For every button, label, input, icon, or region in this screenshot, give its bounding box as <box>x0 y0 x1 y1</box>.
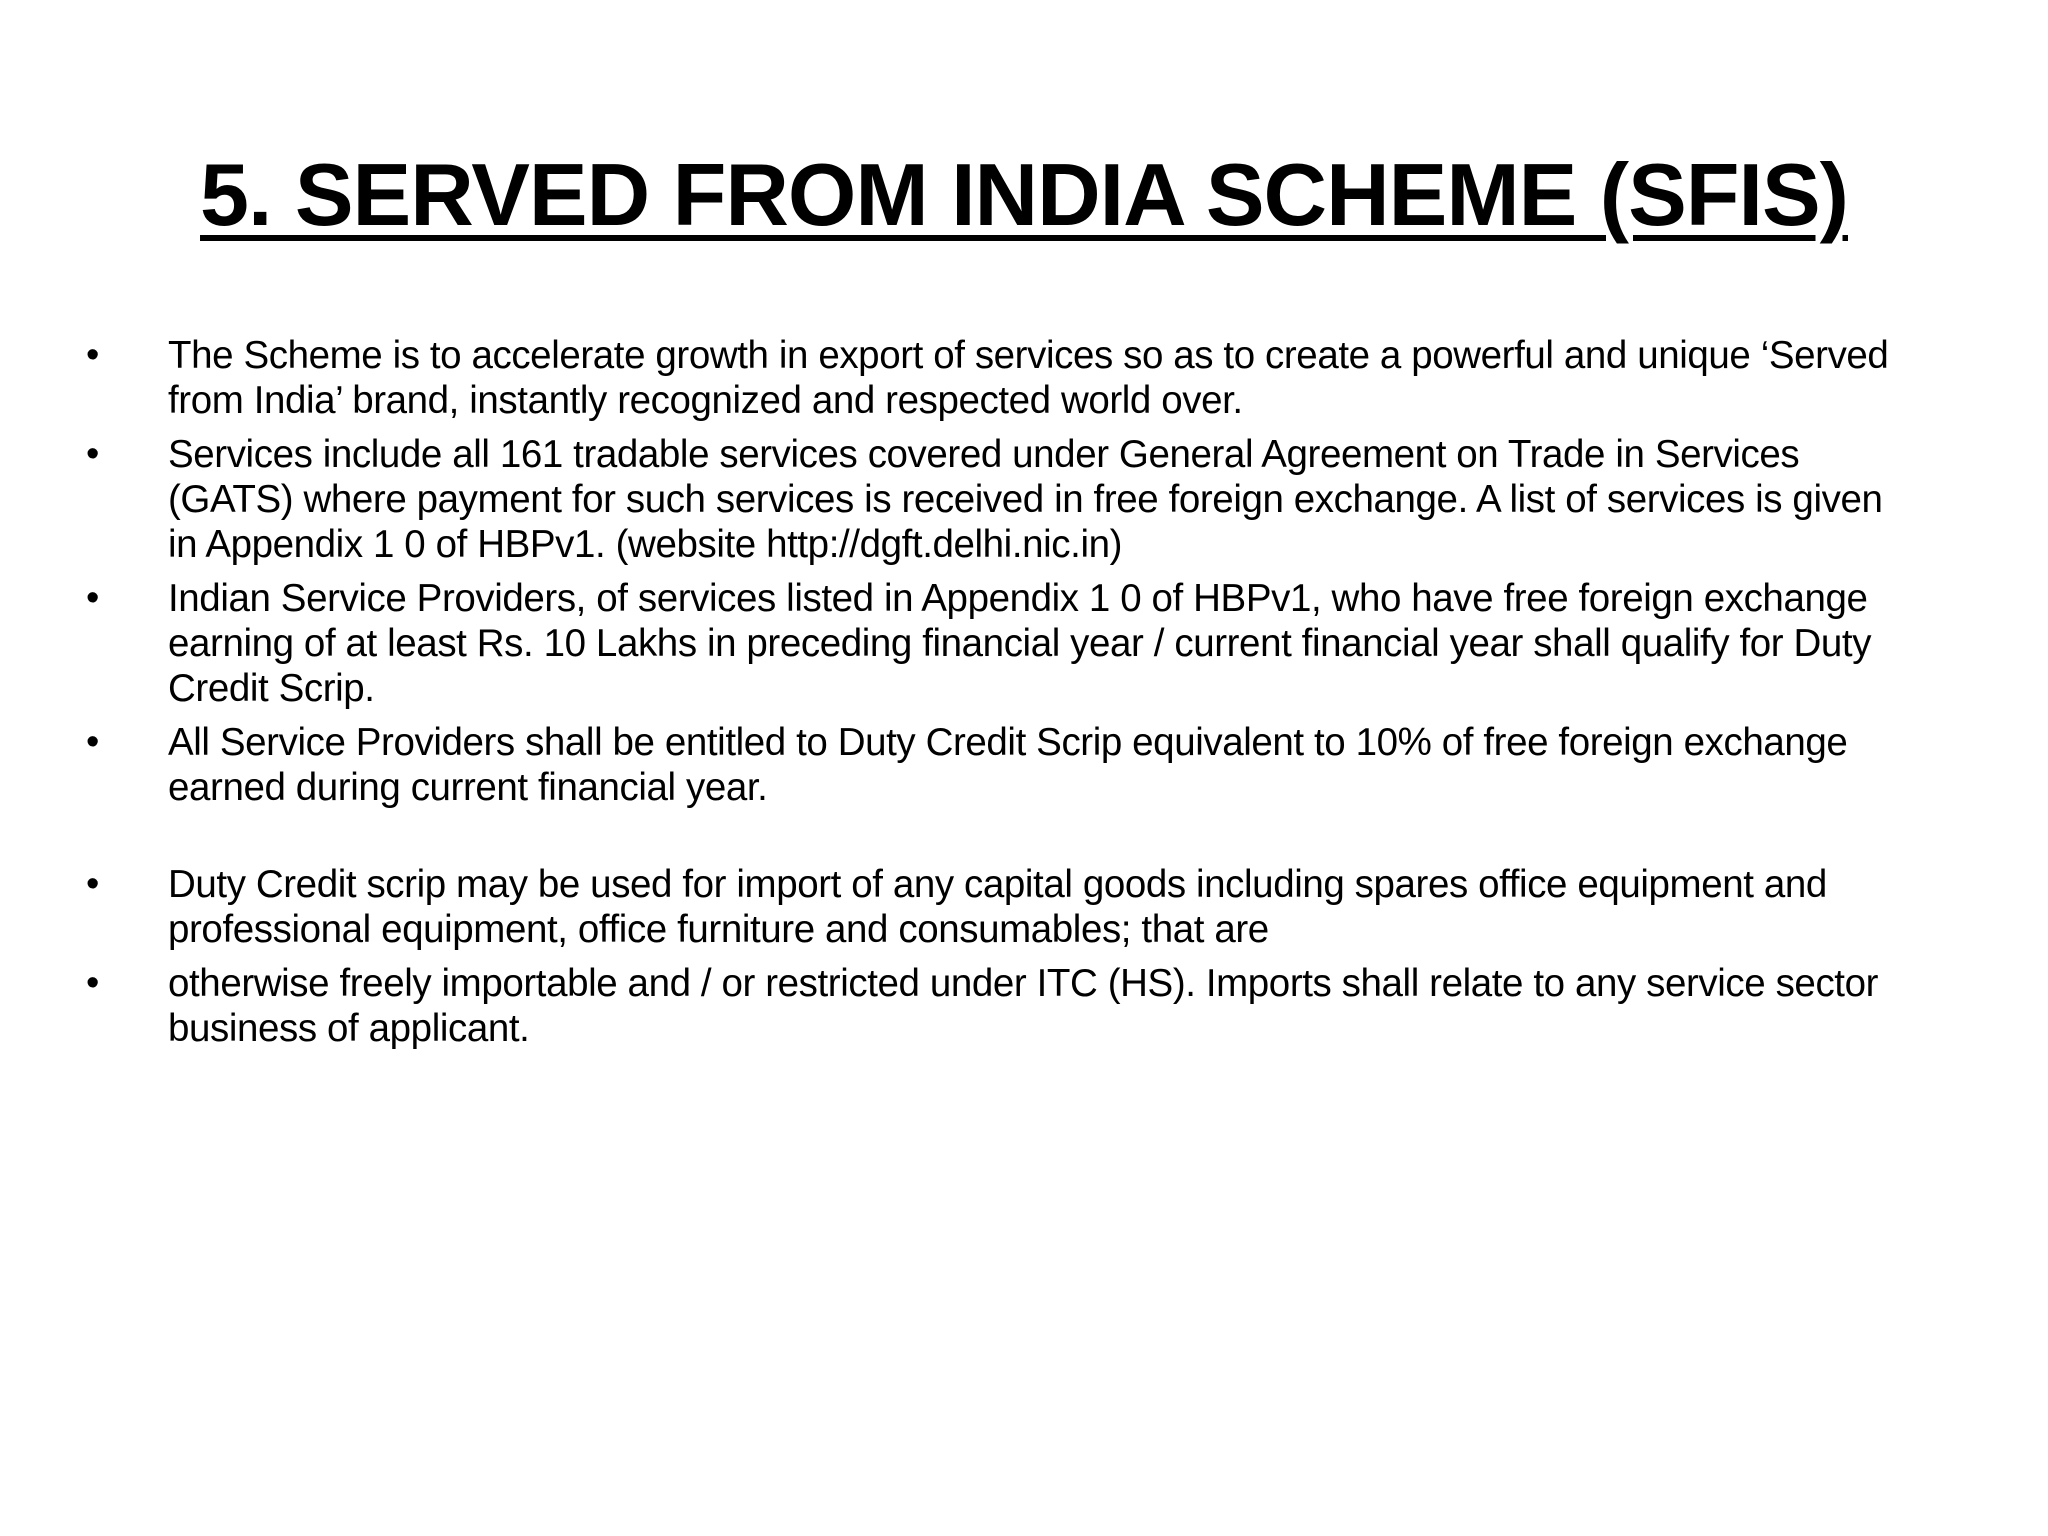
bullet-text: Indian Service Providers, of services listed in Appendix 1 0 of HBPv1, who have free foreign exchange earning of at least Rs. 10 Lakhs in preceding financial year / current financial year shall qualify for Duty Credit Scrip. <box>168 577 1872 710</box>
bullet-item <box>80 720 1900 810</box>
bullet-item <box>80 333 1900 423</box>
slide-title-text: 5. SERVED FROM INDIA SCHEME (SFIS) <box>200 145 1848 244</box>
bullet-dot-icon: • <box>86 577 99 619</box>
bullet-text: otherwise freely importable and / or restricted under ITC (HS). Imports shall relate to any service sector business of applicant. <box>168 962 1879 1050</box>
bullet-dot-icon: • <box>86 433 99 475</box>
bullet-dot-icon: • <box>86 863 99 905</box>
bullet-item <box>80 576 1900 711</box>
bullet-item <box>80 961 1900 1051</box>
bullet-item <box>80 862 1900 952</box>
bullet-text: The Scheme is to accelerate growth in export of services so as to create a powerful and unique ‘Served from India’ brand, instantly recognized and respected world over. <box>168 334 1889 422</box>
bullet-dot-icon: • <box>86 721 99 763</box>
slide-title <box>0 140 2048 250</box>
bullet-item <box>80 432 1900 567</box>
bullet-dot-icon: • <box>86 334 99 376</box>
bullet-dot-icon: • <box>86 962 99 1004</box>
bullet-text: Services include all 161 tradable services covered under General Agreement on Trade in Services (GATS) where payment for such services is received in free foreign exchange. A list of services is given in Appendix 1 0 of HBPv1. (website http://dgft.delhi.nic.in) <box>168 433 1883 566</box>
bullet-list <box>80 333 1900 1060</box>
bullet-text: All Service Providers shall be entitled to Duty Credit Scrip equivalent to 10% of free foreign exchange earned during current financial year. <box>168 721 1848 809</box>
bullet-text: Duty Credit scrip may be used for import of any capital goods including spares office equipment and professional equipment, office furniture and consumables; that are <box>168 863 1827 951</box>
